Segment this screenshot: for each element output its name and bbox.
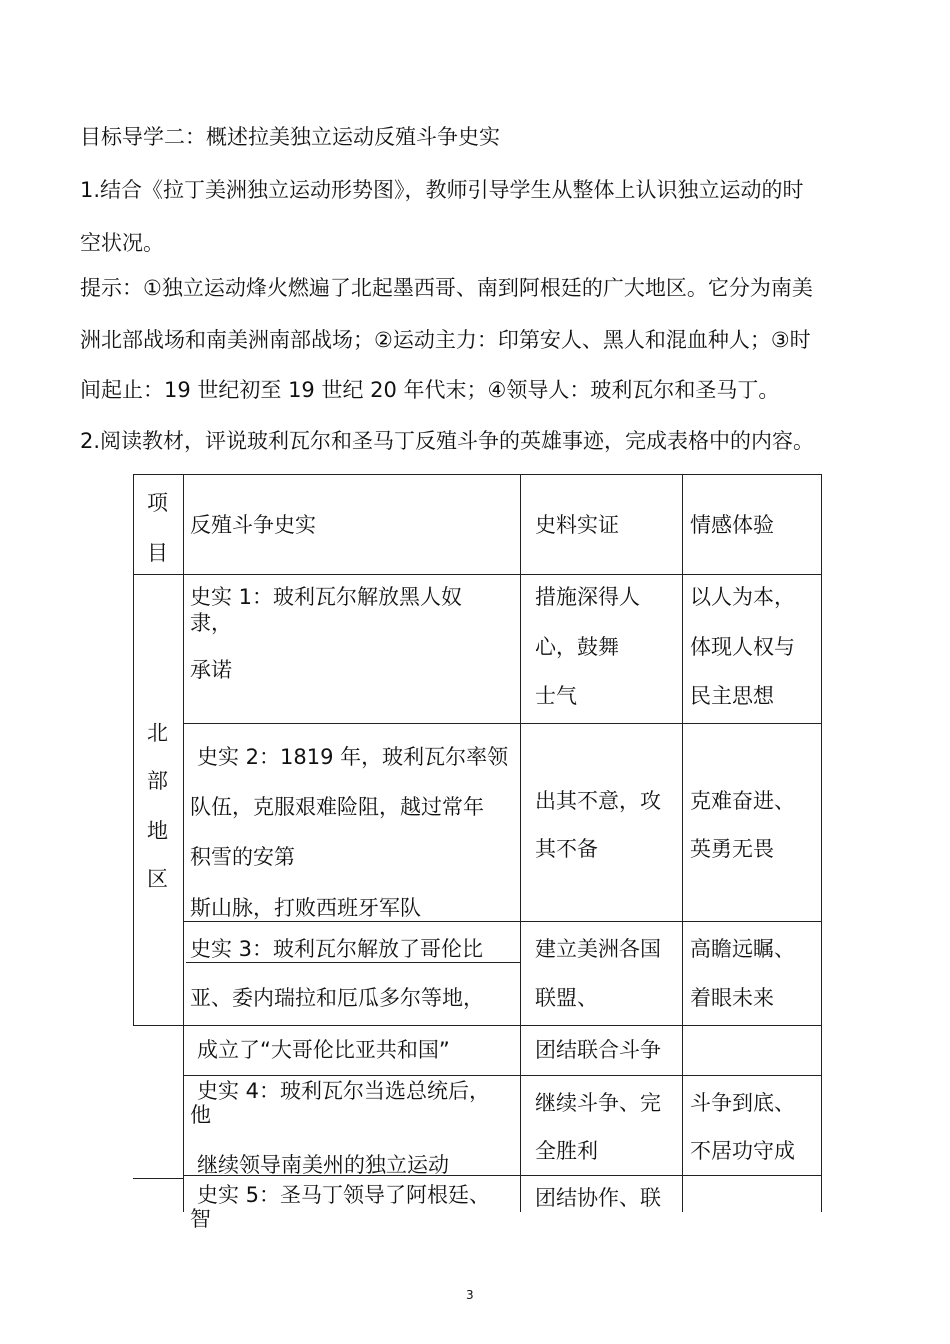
fact-text: 积雪的安第 [190, 845, 295, 869]
header-item-line-1: 项 [147, 491, 168, 515]
region-char: 北 [147, 721, 168, 745]
header-facts: 反殖斗争史实 [190, 513, 316, 537]
fact-text: 隶， [190, 611, 232, 635]
paragraph-2: 2.阅读教材，评说玻利瓦尔和圣马丁反殖斗争的英雄事迹，完成表格中的内容。 [80, 429, 815, 453]
fact-text: 史实 4：玻利瓦尔当选总统后， [197, 1079, 491, 1103]
emotion-text: 高瞻远瞩、 [690, 937, 795, 961]
evidence-text: 其不备 [535, 837, 598, 861]
header-item-line-2: 目 [147, 541, 168, 565]
evidence-text: 措施深得人 [535, 585, 640, 609]
paragraph-1-line-1: 1.结合《拉丁美洲独立运动形势图》，教师引导学生从整体上认识独立运动的时 [80, 178, 804, 202]
header-emotion: 情感体验 [690, 513, 774, 537]
paragraph-1-line-2: 空状况。 [80, 231, 164, 255]
emotion-text: 斗争到底、 [690, 1091, 795, 1115]
emotion-text: 民主思想 [690, 684, 774, 708]
emotion-text: 着眼未来 [690, 986, 774, 1010]
region-char: 部 [147, 769, 168, 793]
emotion-text: 不居功守成 [690, 1139, 795, 1163]
evidence-text: 出其不意，攻 [535, 789, 661, 813]
fact-text: 史实 3：玻利瓦尔解放了哥伦比 [190, 937, 484, 961]
fact-text: 继续领导南美州的独立运动 [197, 1153, 449, 1177]
section-heading: 目标导学二：概述拉美独立运动反殖斗争史实 [80, 125, 500, 149]
fact-text: 承诺 [190, 658, 232, 682]
hint-line-3: 间起止：19 世纪初至 19 世纪 20 年代末；④领导人：玻利瓦尔和圣马丁。 [80, 378, 780, 402]
header-evidence: 史料实证 [535, 513, 619, 537]
evidence-text: 继续斗争、完 [535, 1091, 661, 1115]
fact-text: 斯山脉，打败西班牙军队 [190, 896, 421, 920]
fact-text: 成立了“大哥伦比亚共和国” [197, 1038, 450, 1062]
fact-text: 史实 2：1819 年，玻利瓦尔率领 [197, 745, 509, 769]
evidence-text: 士气 [535, 684, 577, 708]
fact-text: 史实 5：圣马丁领导了阿根廷、 [197, 1183, 491, 1207]
emotion-text: 英勇无畏 [690, 837, 774, 861]
evidence-text: 心，鼓舞 [535, 635, 619, 659]
table-row [0, 1175, 950, 1231]
fact-text: 他 [190, 1103, 211, 1127]
evidence-text: 团结联合斗争 [535, 1038, 661, 1062]
region-char: 区 [147, 867, 168, 891]
evidence-text: 联盟、 [535, 986, 598, 1010]
emotion-text: 以人为本， [690, 585, 795, 609]
region-char: 地 [147, 819, 168, 843]
hint-line-1: 提示：①独立运动烽火燃遍了北起墨西哥、南到阿根廷的广大地区。它分为南美 [80, 276, 813, 300]
page-number: 3 [466, 1288, 474, 1302]
evidence-text: 团结协作、联 [535, 1186, 661, 1210]
hint-line-2: 洲北部战场和南美洲南部战场；②运动主力：印第安人、黑人和混血种人；③时 [80, 328, 811, 352]
fact-text: 亚、委内瑞拉和厄瓜多尔等地， [190, 986, 484, 1010]
emotion-text: 体现人权与 [690, 635, 795, 659]
fact-text: 史实 1：玻利瓦尔解放黑人奴 [190, 585, 463, 609]
emotion-text: 克难奋进、 [690, 789, 795, 813]
fact-text: 智 [190, 1207, 211, 1231]
fact-text: 队伍，克服艰难险阻，越过常年 [190, 795, 484, 819]
evidence-text: 建立美洲各国 [535, 937, 661, 961]
evidence-text: 全胜利 [535, 1139, 598, 1163]
